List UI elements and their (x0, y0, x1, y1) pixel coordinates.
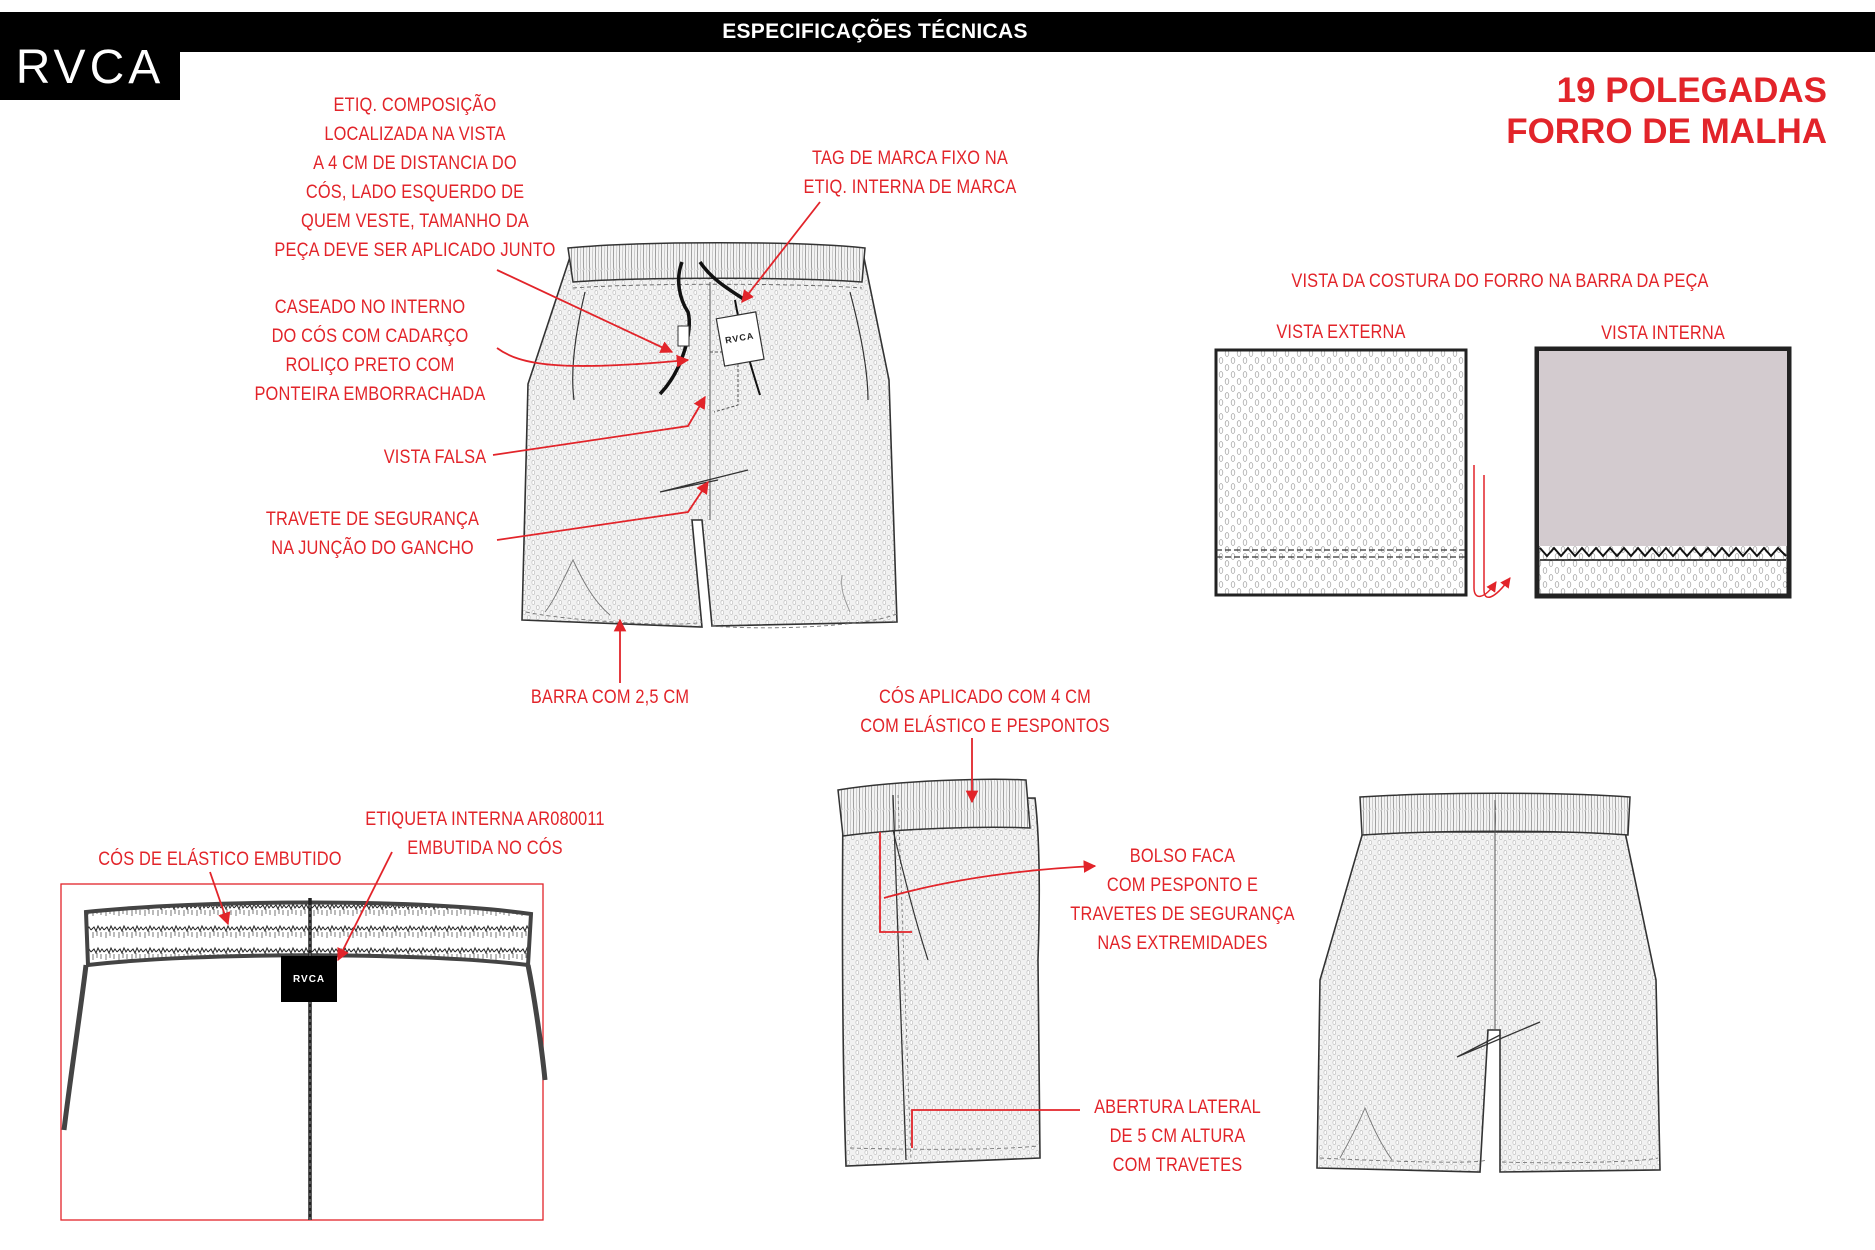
callout-line: NAS EXTREMIDADES (1097, 932, 1268, 954)
inner-label-logo: RVCA (293, 974, 326, 985)
callout-line: ETIQ. COMPOSIÇÃO (333, 94, 497, 116)
side-view-shorts (838, 779, 1040, 1166)
callout-line: TRAVETES DE SEGURANÇA (1070, 903, 1295, 925)
page-title: ESPECIFICAÇÕES TÉCNICAS (722, 20, 1028, 43)
callout-etiq-composicao (239, 91, 592, 265)
callout-line: BOLSO FACA (1129, 845, 1236, 867)
callout-line: CÓS, LADO ESQUERDO DE (305, 181, 525, 203)
callout-line: TRAVETE DE SEGURANÇA (265, 508, 480, 530)
callout-line: COM ELÁSTICO E PESPONTOS (860, 715, 1110, 737)
brand-logo (0, 12, 180, 100)
waistband-interior-detail (61, 884, 545, 1220)
callout-etiqueta-interna (355, 805, 615, 863)
callout-line: ETIQ. INTERNA DE MARCA (803, 176, 1017, 198)
hem-fold-indicator (1474, 465, 1510, 597)
back-view-shorts (1317, 793, 1660, 1172)
callout-line: DE 5 CM ALTURA (1109, 1125, 1246, 1147)
product-title-line-2: FORRO DE MALHA (1506, 112, 1827, 151)
callout-line: ABERTURA LATERAL (1094, 1096, 1261, 1118)
callout-abertura-lateral (1079, 1093, 1276, 1180)
callout-line: CÓS DE ELÁSTICO EMBUTIDO (98, 848, 342, 870)
callout-line: EMBUTIDA NO CÓS (407, 837, 563, 859)
callout-cos-elastico (77, 845, 363, 874)
callout-line: VISTA FALSA (383, 446, 487, 468)
hem-detail-title: VISTA DA COSTURA DO FORRO NA BARRA DA PEÇA (1291, 270, 1709, 292)
callout-line: PONTEIRA EMBORRACHADA (254, 383, 486, 405)
callout-cos-aplicado (846, 683, 1123, 741)
hem-external-swatch (1216, 350, 1466, 595)
callout-caseado (244, 293, 496, 409)
callout-bolso-faca (1063, 842, 1302, 958)
callout-line: CASEADO NO INTERNO (274, 296, 466, 318)
callout-vista-falsa (347, 443, 523, 472)
callout-tag-marca (771, 144, 1048, 202)
callout-travete (240, 505, 505, 563)
callout-line: COM TRAVETES (1112, 1154, 1243, 1176)
callout-line: A 4 CM DE DISTANCIA DO (313, 152, 517, 174)
product-title-line-1: 19 POLEGADAS (1556, 71, 1827, 110)
hang-tag-logo: RVCA (724, 330, 755, 346)
front-view-shorts (522, 243, 897, 628)
brand-logo-text: RVCA (15, 41, 165, 94)
callout-line: ETIQUETA INTERNA AR080011 (365, 808, 605, 830)
callout-line: TAG DE MARCA FIXO NA (811, 147, 1009, 169)
hem-external-label: VISTA EXTERNA (1276, 321, 1406, 343)
callout-line: NA JUNÇÃO DO GANCHO (271, 537, 474, 559)
callout-line: QUEM VESTE, TAMANHO DA (301, 210, 529, 232)
callout-line: LOCALIZADA NA VISTA (324, 123, 506, 145)
product-title (1506, 70, 1827, 152)
hem-internal-swatch (1536, 348, 1790, 597)
callout-line: PEÇA DEVE SER APLICADO JUNTO (274, 239, 556, 261)
callout-line: CÓS APLICADO COM 4 CM (879, 686, 1091, 708)
callout-barra (501, 683, 719, 712)
callout-line: COM PESPONTO E (1106, 874, 1259, 896)
callout-line: BARRA COM 2,5 CM (530, 686, 690, 708)
hem-internal-label: VISTA INTERNA (1601, 322, 1725, 344)
callout-line: ROLIÇO PRETO COM (285, 354, 455, 376)
callout-line: DO CÓS COM CADARÇO (271, 325, 469, 347)
